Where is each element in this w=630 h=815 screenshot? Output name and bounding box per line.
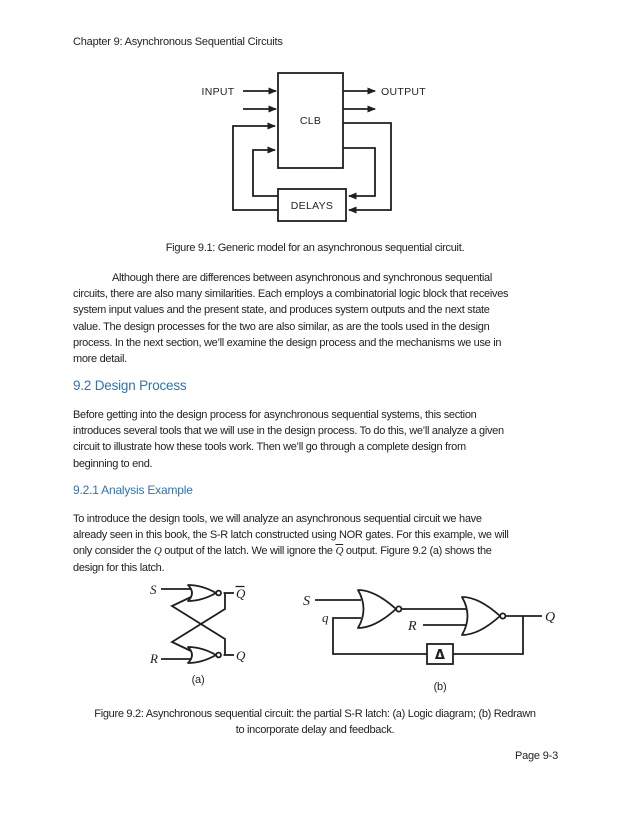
qbar-label: Q [236, 586, 246, 601]
nor-gate-1 [358, 590, 401, 628]
output-label: OUTPUT [381, 86, 426, 98]
r-label: R [408, 619, 417, 634]
r-label: R [150, 651, 159, 666]
s-label: S [303, 594, 311, 609]
figure-9-2a-diagram [148, 582, 260, 686]
q-output-label: Q [545, 610, 556, 625]
feedback-wire-outer-right [343, 123, 391, 210]
input-label: INPUT [201, 86, 235, 98]
section-9-2-heading: 9.2 Design Process [73, 378, 187, 393]
figure-9-2b-diagram [295, 582, 557, 694]
paragraph-analysis-example: To introduce the design tools, we will analyze an asynchronous sequential circuit we have already seen in this book, the S-R latch constructed using NOR gates. For this example, we will only consider the Q output of the latch. We will ignore the $\overline{Q}$ output. Figure 9.2 (a) shows the design for this latch. [73, 513, 509, 574]
figure-9-1-diagram [198, 68, 450, 236]
figure-9-2-caption: Figure 9.2: Asynchronous sequential circuit: the partial S-R latch: (a) Logic diagram; (b) Redrawn to incorporate delay and feedback. [94, 708, 536, 736]
clb-label: CLB [299, 115, 322, 127]
subfigure-b-tag: (b) [433, 681, 447, 693]
section-9-2-1-heading: 9.2.1 Analysis Example [73, 483, 193, 497]
q-label: Q [236, 648, 246, 663]
page-header: Chapter 9: Asynchronous Sequential Circuits [73, 36, 283, 48]
paragraph-design-process: Before getting into the design process for asynchronous sequential systems, this section introduces several tools that we will use in the design process. To do this, we’ll analyze a given circuit to illustrate how these tools work. Then we’ll go through a complete design from beginning to end. [73, 409, 504, 470]
delays-label: DELAYS [290, 200, 334, 212]
feedback-wire-outer-left [233, 126, 278, 210]
nor-gate-bottom [188, 647, 221, 663]
delta-label: Δ [434, 648, 446, 663]
feedback-wire-inner-left [253, 150, 278, 196]
q-small-label: q [322, 610, 329, 625]
figure-9-1-caption: Figure 9.1: Generic model for an asynchronous sequential circuit. [165, 242, 465, 254]
page-number: Page 9-3 [514, 750, 558, 762]
feedback-wire-inner-right [343, 148, 375, 196]
nor-gate-top [188, 585, 221, 601]
s-label: S [150, 582, 157, 597]
paragraph-similarities: Although there are differences between asynchronous and synchronous sequential circuits, there are also many similarities. Each employs a combinatorial logic block that receives system input values and the present state, and produces system outputs and the next state value. The design processes for the two are also similar, as are the tools used in the design process. In the next section, we’ll examine the design process and the mechanisms we use in more detail. [73, 272, 509, 366]
subfigure-a-tag: (a) [191, 674, 205, 686]
nor-gate-2 [462, 597, 505, 635]
